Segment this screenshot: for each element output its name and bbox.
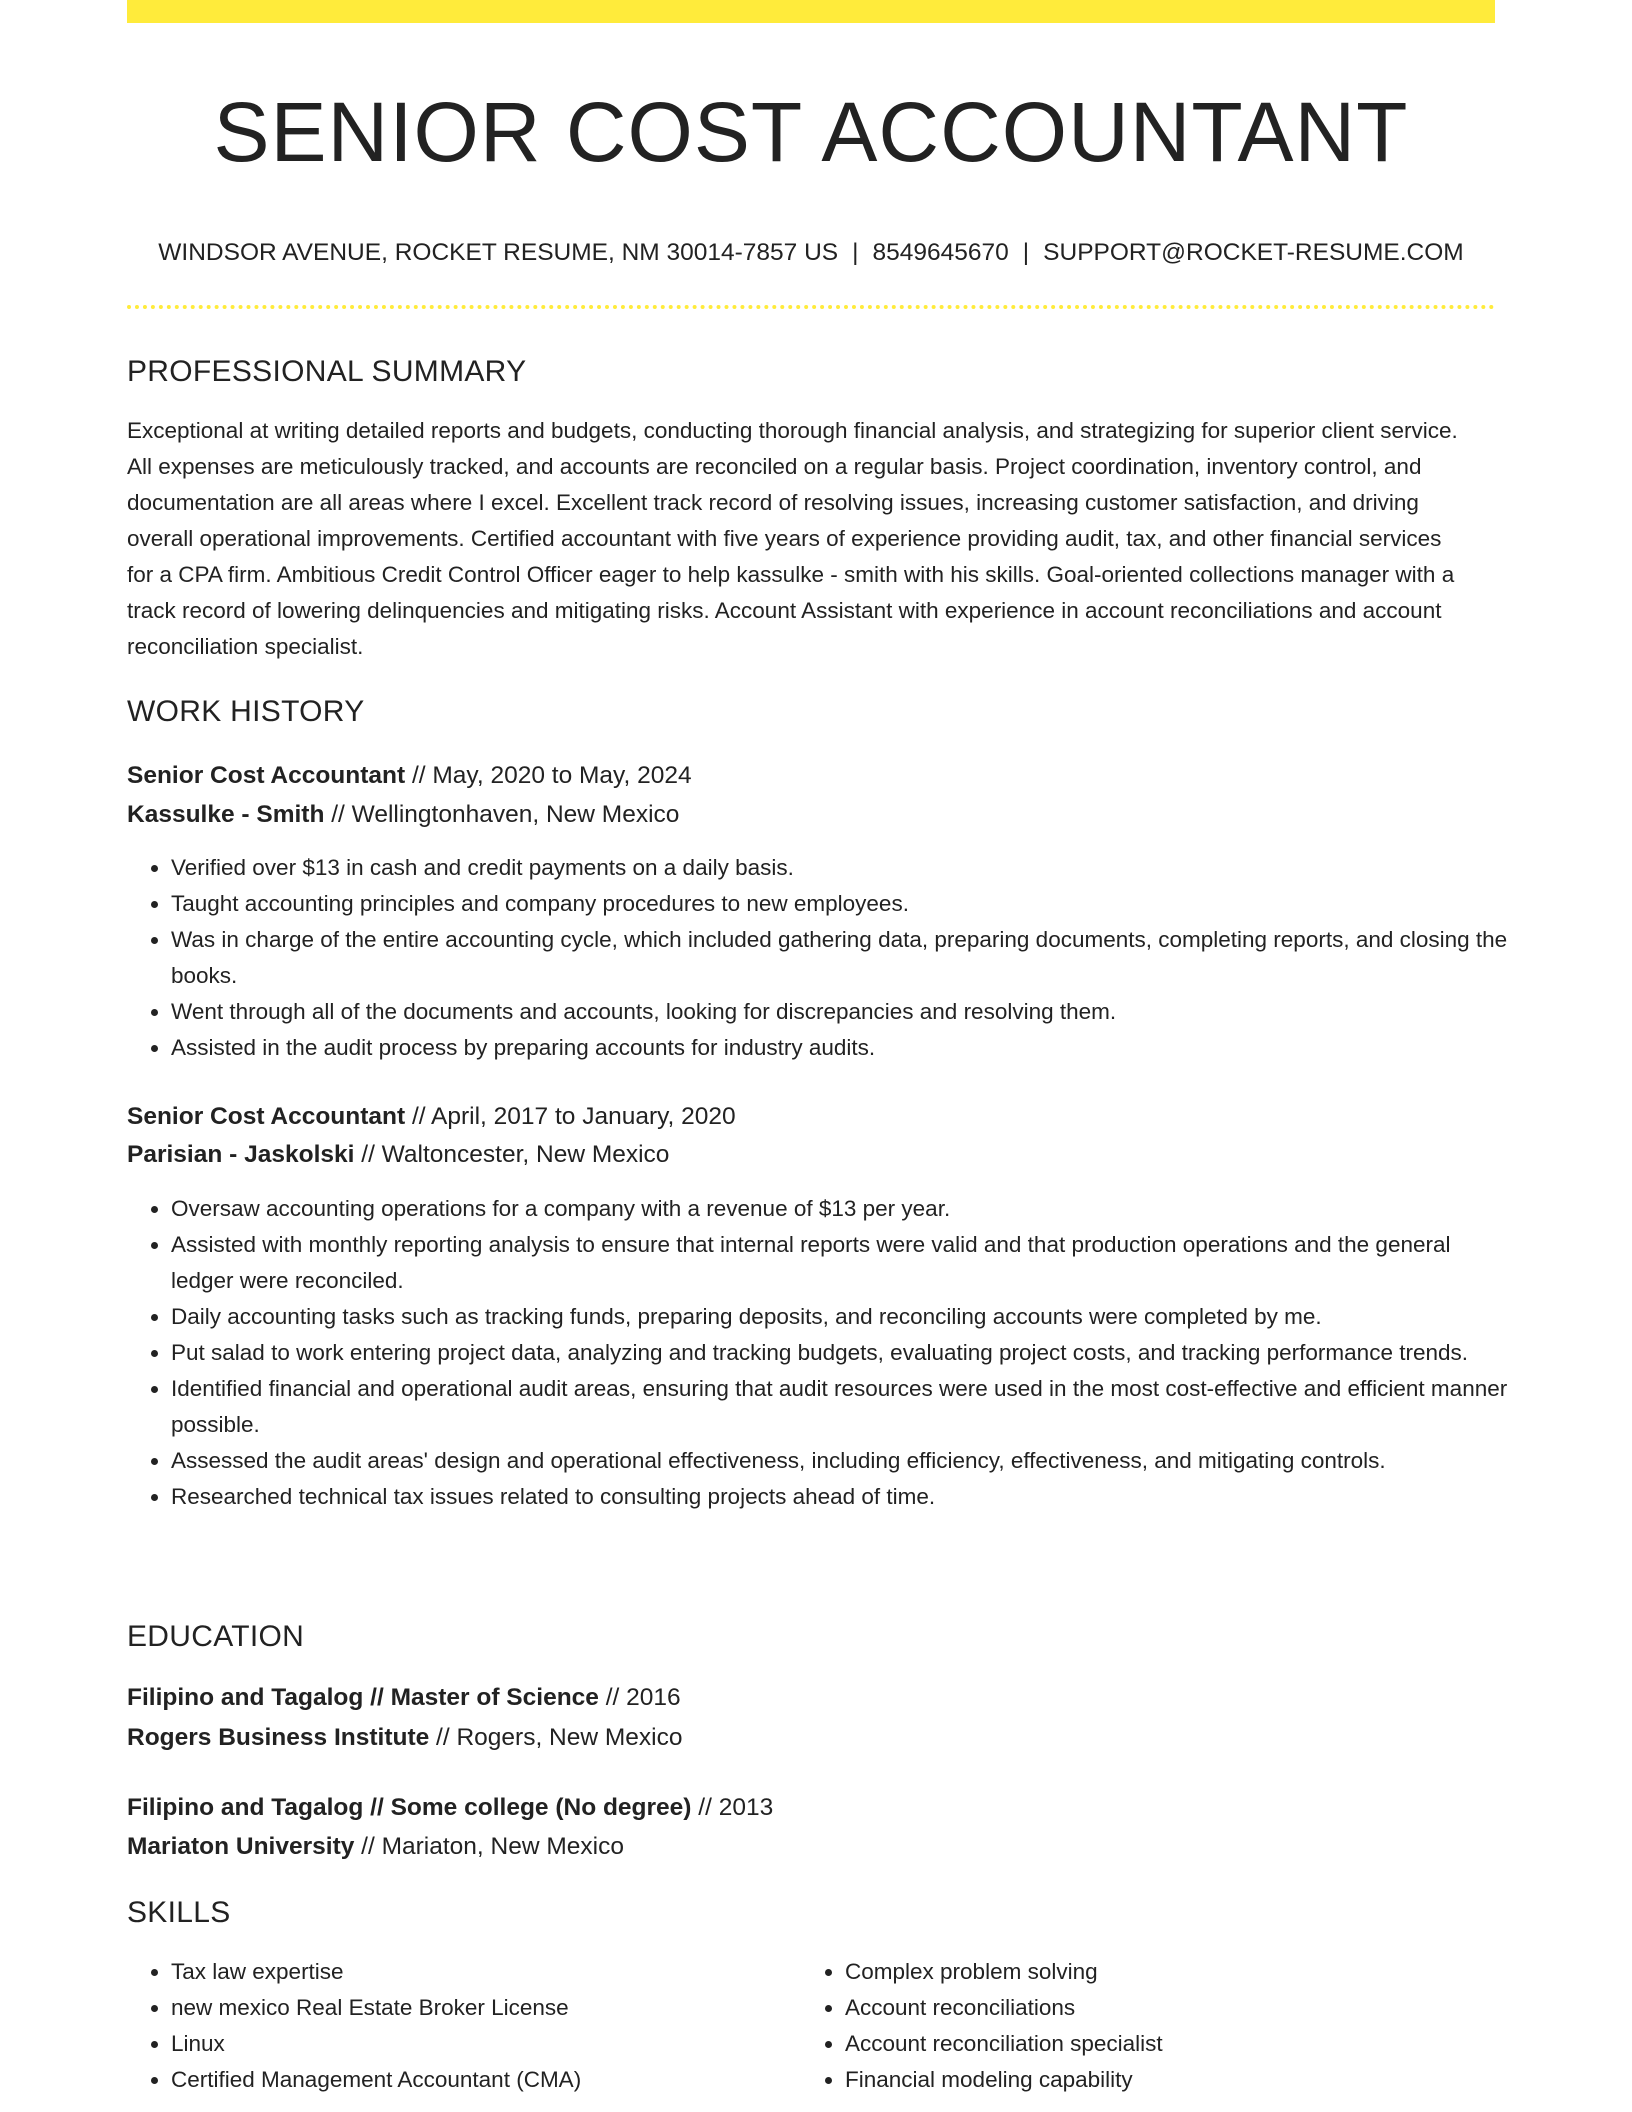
contact-email: SUPPORT@ROCKET-RESUME.COM xyxy=(1043,239,1464,266)
list-item: • Certified Management Accountant (CMA) xyxy=(171,2062,771,2098)
job-title: Senior Cost Accountant xyxy=(127,762,406,789)
job-company: Parisian - Jaskolski xyxy=(127,1141,355,1168)
education-school-line xyxy=(127,1720,682,1756)
education-school-line xyxy=(127,1829,624,1865)
education-year: // 2016 xyxy=(598,1684,681,1711)
job-title: Senior Cost Accountant xyxy=(127,1103,406,1130)
education-school: Rogers Business Institute xyxy=(127,1724,430,1751)
job-title-line xyxy=(127,758,692,794)
skills-list-left xyxy=(127,1954,771,2098)
job-company-line xyxy=(127,1137,669,1173)
list-item: • Oversaw accounting operations for a company with a revenue of $13 per year. xyxy=(171,1191,1511,1227)
list-item: • new mexico Real Estate Broker License xyxy=(171,1990,771,2026)
list-item: • Assessed the audit areas' design and operational effectiveness, including efficiency, effectiveness, and mitigating controls. xyxy=(171,1443,1511,1479)
education-degree-line xyxy=(127,1680,681,1716)
job-title-line xyxy=(127,1099,736,1135)
job-company: Kassulke - Smith xyxy=(127,801,325,828)
job-dates: // May, 2020 to May, 2024 xyxy=(405,762,692,789)
contact-address: WINDSOR AVENUE, ROCKET RESUME, NM 30014-7857 US xyxy=(158,239,839,266)
education-degree-line xyxy=(127,1790,773,1826)
job-company-line xyxy=(127,797,679,833)
accent-top-bar xyxy=(127,0,1495,23)
list-item: • Tax law expertise xyxy=(171,1954,771,1990)
section-title-education: EDUCATION xyxy=(127,1620,305,1653)
education-location: // Rogers, New Mexico xyxy=(429,1724,683,1751)
list-item: • Complex problem solving xyxy=(845,1954,1485,1990)
list-item: • Went through all of the documents and accounts, looking for discrepancies and resolving them. xyxy=(171,994,1511,1030)
contact-separator: | xyxy=(1022,239,1030,266)
job-bullet-list xyxy=(127,1191,1511,1515)
section-title-work-history: WORK HISTORY xyxy=(127,695,365,728)
contact-separator: | xyxy=(852,239,859,266)
contact-line xyxy=(127,236,1495,270)
list-item: • Researched technical tax issues related to consulting projects ahead of time. xyxy=(171,1479,1511,1515)
list-item: • Taught accounting principles and company procedures to new employees. xyxy=(171,886,1511,922)
section-title-skills: SKILLS xyxy=(127,1896,231,1929)
list-item: • Identified financial and operational audit areas, ensuring that audit resources were used in the most cost-effective and efficient manner possible. xyxy=(171,1371,1511,1443)
education-year: // 2013 xyxy=(691,1794,774,1821)
list-item: • Assisted with monthly reporting analysis to ensure that internal reports were valid and that production operations and the general ledger were reconciled. xyxy=(171,1227,1511,1299)
list-item: • Account reconciliation specialist xyxy=(845,2026,1485,2062)
skills-list-right xyxy=(801,1954,1485,2098)
list-item: • Linux xyxy=(171,2026,771,2062)
job-bullet-list xyxy=(127,850,1511,1066)
list-item: • Put salad to work entering project data, analyzing and tracking budgets, evaluating project costs, and tracking performance trends. xyxy=(171,1335,1511,1371)
page-title: SENIOR COST ACCOUNTANT xyxy=(213,85,1409,179)
list-item: • Verified over $13 in cash and credit payments on a daily basis. xyxy=(171,850,1511,886)
list-item: • Was in charge of the entire accounting cycle, which included gathering data, preparing documents, completing reports, and closing the books. xyxy=(171,922,1511,994)
education-degree: Filipino and Tagalog // Some college (No degree) xyxy=(127,1794,692,1821)
list-item: • Daily accounting tasks such as tracking funds, preparing deposits, and reconciling accounts were completed by me. xyxy=(171,1299,1511,1335)
contact-phone: 8549645670 xyxy=(872,239,1009,266)
job-location: // Wellingtonhaven, New Mexico xyxy=(324,801,680,828)
dotted-divider xyxy=(127,305,1495,309)
education-school: Mariaton University xyxy=(127,1833,355,1860)
list-item: • Assisted in the audit process by preparing accounts for industry audits. xyxy=(171,1030,1511,1066)
job-location: // Waltoncester, New Mexico xyxy=(354,1141,670,1168)
education-location: // Mariaton, New Mexico xyxy=(354,1833,624,1860)
section-title-summary: PROFESSIONAL SUMMARY xyxy=(127,355,527,388)
education-degree: Filipino and Tagalog // Master of Science xyxy=(127,1684,599,1711)
summary-text: Exceptional at writing detailed reports and budgets, conducting thorough financial analysis, and strategizing for superior client service. All expenses are meticulously tracked, and accounts are reconciled on a regular basis. Project coordination, inventory control, and documentation are all areas where I excel. Excellent track record of resolving issues, increasing customer satisfaction, and driving overall operational improvements. Certified accountant with five years of experience providing audit, tax, and other financial services for a CPA firm. Ambitious Credit Control Officer eager to help kassulke - smith with his skills. Goal-oriented collections manager with a track record of lowering delinquencies and mitigating risks. Account Assistant with experience in account reconciliations and account reconciliation specialist. xyxy=(127,418,1458,659)
job-dates: // April, 2017 to January, 2020 xyxy=(405,1103,736,1130)
list-item: • Account reconciliations xyxy=(845,1990,1485,2026)
list-item: • Financial modeling capability xyxy=(845,2062,1485,2098)
